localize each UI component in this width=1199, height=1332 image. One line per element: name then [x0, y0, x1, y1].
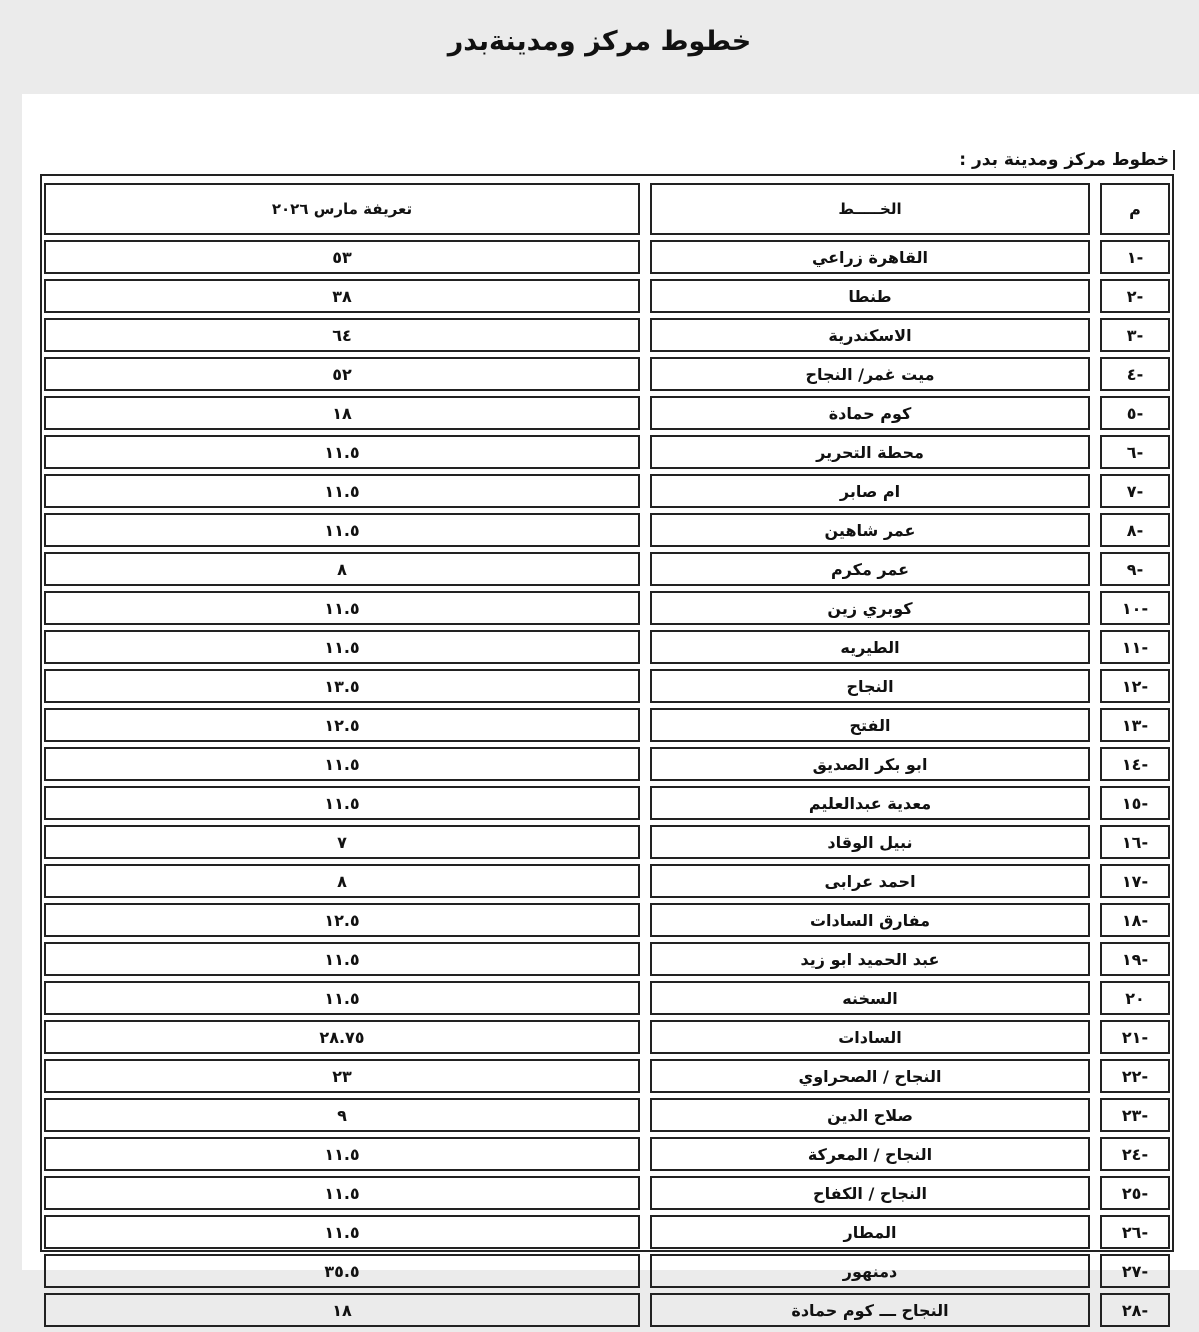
column-gap	[1090, 864, 1100, 898]
row-fare: ٥٢	[44, 357, 640, 391]
row-fare: ١١.٥	[44, 591, 640, 625]
row-number: -٢٧	[1100, 1254, 1170, 1288]
row-number: -١٤	[1100, 747, 1170, 781]
row-number: -٦	[1100, 435, 1170, 469]
table-row	[44, 864, 1170, 898]
table-row	[44, 435, 1170, 469]
table-row	[44, 1293, 1170, 1327]
table-row	[44, 708, 1170, 742]
row-number: -٢	[1100, 279, 1170, 313]
row-number: -٢٤	[1100, 1137, 1170, 1171]
column-gap	[640, 357, 650, 391]
row-number: -٢٥	[1100, 1176, 1170, 1210]
column-gap	[1090, 183, 1100, 235]
table-row	[44, 981, 1170, 1015]
row-line-name: النجاح / المعركة	[650, 1137, 1090, 1171]
table-row	[44, 630, 1170, 664]
column-gap	[640, 903, 650, 937]
column-gap	[1090, 240, 1100, 274]
row-line-name: السخنه	[650, 981, 1090, 1015]
table-row	[44, 1098, 1170, 1132]
row-line-name: النجاح	[650, 669, 1090, 703]
table-body	[44, 240, 1170, 1327]
column-gap	[1090, 1215, 1100, 1249]
column-gap	[1090, 708, 1100, 742]
row-fare: ٩	[44, 1098, 640, 1132]
table-row	[44, 1176, 1170, 1210]
row-line-name: محطة التحرير	[650, 435, 1090, 469]
row-line-name: مفارق السادات	[650, 903, 1090, 937]
column-gap	[640, 318, 650, 352]
row-number: -٧	[1100, 474, 1170, 508]
row-fare: ٣٥.٥	[44, 1254, 640, 1288]
row-fare: ٥٣	[44, 240, 640, 274]
column-gap	[1090, 825, 1100, 859]
column-gap	[640, 747, 650, 781]
column-gap	[640, 183, 650, 235]
document-page	[22, 94, 1199, 1320]
row-number: -٢٦	[1100, 1215, 1170, 1249]
table-row	[44, 552, 1170, 586]
row-fare: ٢٣	[44, 1059, 640, 1093]
column-gap	[640, 552, 650, 586]
table-row	[44, 825, 1170, 859]
row-number: -١٣	[1100, 708, 1170, 742]
row-line-name: السادات	[650, 1020, 1090, 1054]
column-gap	[640, 1176, 650, 1210]
row-line-name: عمر مكرم	[650, 552, 1090, 586]
row-number: -٤	[1100, 357, 1170, 391]
column-gap	[1090, 630, 1100, 664]
column-header-num: م	[1100, 183, 1170, 235]
column-gap	[640, 1254, 650, 1288]
row-number: -١٦	[1100, 825, 1170, 859]
column-gap	[640, 708, 650, 742]
column-gap	[640, 1293, 650, 1327]
row-fare: ١٢.٥	[44, 903, 640, 937]
column-gap	[1090, 474, 1100, 508]
row-line-name: معدية عبدالعليم	[650, 786, 1090, 820]
column-gap	[1090, 357, 1100, 391]
column-gap	[1090, 552, 1100, 586]
row-line-name: كوبري زين	[650, 591, 1090, 625]
row-number: -١	[1100, 240, 1170, 274]
row-line-name: النجاح / الصحراوي	[650, 1059, 1090, 1093]
column-gap	[640, 474, 650, 508]
column-gap	[1090, 1293, 1100, 1327]
row-line-name: النجاح ـــ كوم حمادة	[650, 1293, 1090, 1327]
row-line-name: كوم حمادة	[650, 396, 1090, 430]
column-gap	[1090, 786, 1100, 820]
row-line-name: عبد الحميد ابو زيد	[650, 942, 1090, 976]
table-row	[44, 279, 1170, 313]
column-gap	[1090, 513, 1100, 547]
row-line-name: احمد عرابى	[650, 864, 1090, 898]
table-row	[44, 474, 1170, 508]
table-row	[44, 1254, 1170, 1288]
row-line-name: الطيريه	[650, 630, 1090, 664]
row-fare: ١٨	[44, 1293, 640, 1327]
row-fare: ٧	[44, 825, 640, 859]
row-number: -٢٣	[1100, 1098, 1170, 1132]
row-fare: ١١.٥	[44, 981, 640, 1015]
table-row	[44, 786, 1170, 820]
column-gap	[640, 1137, 650, 1171]
row-number: -٢١	[1100, 1020, 1170, 1054]
column-gap	[1090, 279, 1100, 313]
row-line-name: ميت غمر/ النجاح	[650, 357, 1090, 391]
column-gap	[640, 1215, 650, 1249]
column-gap	[640, 240, 650, 274]
row-number: -٢٢	[1100, 1059, 1170, 1093]
page-title: خطوط مركز ومدينةبدر	[447, 26, 752, 57]
row-fare: ١٨	[44, 396, 640, 430]
row-fare: ١١.٥	[44, 513, 640, 547]
row-fare: ٨	[44, 552, 640, 586]
column-gap	[1090, 1020, 1100, 1054]
row-fare: ٢٨.٧٥	[44, 1020, 640, 1054]
row-number: ٢٠	[1100, 981, 1170, 1015]
column-header-line: الخـــــط	[650, 183, 1090, 235]
column-gap	[1090, 903, 1100, 937]
row-number: -١٥	[1100, 786, 1170, 820]
column-gap	[1090, 1137, 1100, 1171]
row-line-name: طنطا	[650, 279, 1090, 313]
row-number: -٢٨	[1100, 1293, 1170, 1327]
table-row	[44, 357, 1170, 391]
table-row	[44, 591, 1170, 625]
column-gap	[640, 591, 650, 625]
row-fare: ٣٨	[44, 279, 640, 313]
row-fare: ١٣.٥	[44, 669, 640, 703]
table-row	[44, 747, 1170, 781]
table-row	[44, 1020, 1170, 1054]
row-fare: ٦٤	[44, 318, 640, 352]
column-gap	[640, 396, 650, 430]
row-number: -٣	[1100, 318, 1170, 352]
table-row	[44, 513, 1170, 547]
row-line-name: صلاح الدين	[650, 1098, 1090, 1132]
column-gap	[1090, 1176, 1100, 1210]
row-line-name: النجاح / الكفاح	[650, 1176, 1090, 1210]
column-gap	[1090, 747, 1100, 781]
column-gap	[1090, 591, 1100, 625]
column-header-fare: تعريفة مارس ٢٠٢٦	[44, 183, 640, 235]
row-number: -١٩	[1100, 942, 1170, 976]
row-line-name: نبيل الوقاد	[650, 825, 1090, 859]
column-gap	[640, 435, 650, 469]
row-fare: ١١.٥	[44, 1137, 640, 1171]
row-number: -٩	[1100, 552, 1170, 586]
table-row	[44, 396, 1170, 430]
column-gap	[640, 1098, 650, 1132]
row-number: -١١	[1100, 630, 1170, 664]
table-header-row	[44, 183, 1170, 235]
column-gap	[1090, 396, 1100, 430]
row-number: -٨	[1100, 513, 1170, 547]
column-gap	[1090, 669, 1100, 703]
row-line-name: الاسكندرية	[650, 318, 1090, 352]
table-row	[44, 1059, 1170, 1093]
row-fare: ٨	[44, 864, 640, 898]
column-gap	[640, 864, 650, 898]
column-gap	[1090, 981, 1100, 1015]
column-gap	[1090, 435, 1100, 469]
row-number: -١٢	[1100, 669, 1170, 703]
table-row	[44, 318, 1170, 352]
table-row	[44, 1215, 1170, 1249]
row-fare: ١١.٥	[44, 786, 640, 820]
column-gap	[1090, 1059, 1100, 1093]
row-fare: ١١.٥	[44, 747, 640, 781]
column-gap	[640, 786, 650, 820]
column-gap	[1090, 1254, 1100, 1288]
row-fare: ١١.٥	[44, 630, 640, 664]
column-gap	[640, 279, 650, 313]
document-heading: خطوط مركز ومدينة بدر :	[959, 150, 1175, 170]
row-fare: ١١.٥	[44, 1176, 640, 1210]
column-gap	[640, 942, 650, 976]
table-row	[44, 903, 1170, 937]
row-number: -١٧	[1100, 864, 1170, 898]
row-line-name: الفتح	[650, 708, 1090, 742]
column-gap	[640, 1059, 650, 1093]
row-line-name: القاهرة زراعي	[650, 240, 1090, 274]
row-line-name: المطار	[650, 1215, 1090, 1249]
column-gap	[1090, 318, 1100, 352]
row-line-name: ابو بكر الصديق	[650, 747, 1090, 781]
column-gap	[1090, 1098, 1100, 1132]
column-gap	[640, 825, 650, 859]
fares-table	[44, 178, 1170, 1332]
row-fare: ١١.٥	[44, 435, 640, 469]
row-fare: ١١.٥	[44, 1215, 640, 1249]
table-row	[44, 240, 1170, 274]
row-line-name: دمنهور	[650, 1254, 1090, 1288]
row-fare: ١٢.٥	[44, 708, 640, 742]
table-row	[44, 669, 1170, 703]
column-gap	[640, 630, 650, 664]
row-number: -١٠	[1100, 591, 1170, 625]
table-row	[44, 1137, 1170, 1171]
row-line-name: ام صابر	[650, 474, 1090, 508]
row-number: -١٨	[1100, 903, 1170, 937]
row-line-name: عمر شاهين	[650, 513, 1090, 547]
column-gap	[640, 669, 650, 703]
row-fare: ١١.٥	[44, 942, 640, 976]
column-gap	[640, 981, 650, 1015]
fares-table-frame	[40, 174, 1174, 1320]
table-row	[44, 942, 1170, 976]
column-gap	[640, 1020, 650, 1054]
row-fare: ١١.٥	[44, 474, 640, 508]
row-number: -٥	[1100, 396, 1170, 430]
column-gap	[640, 513, 650, 547]
column-gap	[1090, 942, 1100, 976]
